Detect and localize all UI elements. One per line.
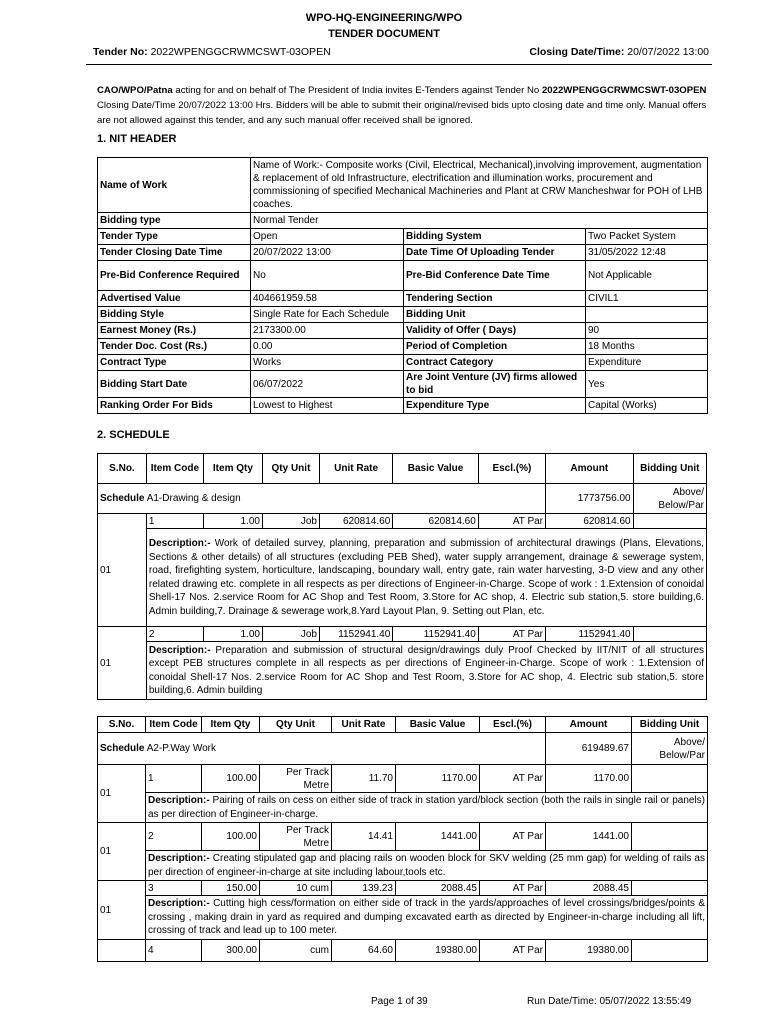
nit-label: Name of Work xyxy=(98,158,251,213)
item-sno: 01 xyxy=(98,514,147,627)
nit-row-name-of-work xyxy=(98,158,708,213)
tender-no: 2022WPENGGCRWMCSWT-03OPEN xyxy=(150,46,331,58)
item-sno: 01 xyxy=(98,627,147,700)
item-unit-rate: 139.23 xyxy=(332,881,396,896)
item-description xyxy=(146,851,708,881)
nit-value: Not Applicable xyxy=(586,261,708,291)
item-description-row xyxy=(98,642,707,700)
item-row xyxy=(98,514,707,529)
nit-value: 18 Months xyxy=(586,339,708,355)
nit-label: Bidding Style xyxy=(98,307,251,323)
nit-value: Open xyxy=(251,229,404,245)
item-code: 1 xyxy=(146,514,203,529)
schedule-name: A1-Drawing & design xyxy=(146,493,241,504)
item-code: 3 xyxy=(146,881,202,896)
column-header: Unit Rate xyxy=(319,454,392,484)
schedule-label: Schedule xyxy=(100,743,145,754)
nit-label: Tender Closing Date Time xyxy=(98,245,251,261)
nit-value xyxy=(586,307,708,323)
nit-row-bidding-type xyxy=(98,213,708,229)
nit-value: No xyxy=(251,261,404,291)
item-amount: 620814.60 xyxy=(546,514,634,529)
item-bidding-unit xyxy=(632,940,708,962)
schedule-name-cell xyxy=(98,484,546,514)
column-header: Basic Value xyxy=(396,717,480,733)
description-label: Description:- xyxy=(148,853,210,864)
item-bidding-unit xyxy=(633,627,706,642)
item-code: 2 xyxy=(146,823,202,851)
run-date-value: 05/07/2022 13:55:49 xyxy=(599,996,692,1007)
intro-text-2: Closing Date/Time 20/07/2022 13:00 Hrs. Bidders will be able to submit their original/revised bids upto closing date and time only. Manual offers are not allowed against this tender, and any such manual offer received shall be ignored. xyxy=(97,100,707,126)
schedule-a2-table xyxy=(97,716,708,962)
schedule-name: A2-P.Way Work xyxy=(146,743,216,754)
item-qty-unit: Job xyxy=(262,514,319,529)
nit-label: Advertised Value xyxy=(98,291,251,307)
column-header: Bidding Unit xyxy=(633,454,706,484)
item-amount: 1170.00 xyxy=(546,765,632,793)
item-qty: 1.00 xyxy=(203,627,262,642)
nit-label: Pre-Bid Conference Required xyxy=(98,261,251,291)
intro-text-1: acting for and on behalf of The President of India invites E-Tenders against Tender No xyxy=(172,85,542,96)
item-bidding-unit xyxy=(633,514,706,529)
column-header: Unit Rate xyxy=(332,717,396,733)
item-basic-value: 1441.00 xyxy=(396,823,480,851)
nit-value: Yes xyxy=(586,371,708,398)
item-code: 2 xyxy=(146,627,203,642)
nit-label: Period of Completion xyxy=(404,339,586,355)
column-header: Qty Unit xyxy=(260,717,332,733)
nit-label: Contract Type xyxy=(98,355,251,371)
schedule-amount: 619489.67 xyxy=(546,733,632,765)
nit-heading: 1. NIT HEADER xyxy=(97,133,177,145)
document-title: TENDER DOCUMENT xyxy=(328,28,440,40)
item-qty: 1.00 xyxy=(203,514,262,529)
column-header: Escl.(%) xyxy=(480,717,546,733)
item-escalation: AT Par xyxy=(480,881,546,896)
item-description xyxy=(146,529,706,627)
nit-row xyxy=(98,229,708,245)
description-text: Preparation and submission of structural design/drawings duly Proof Checked by IIT/NIT of all structures except PEB structures complete in all respects as per directions of Engineer-in-Charge. Scope of work : 1.Extension of conoidal Shell-17 Nos. 2.service Room for AC Shop and Test Room, 3.Store for AC shop, 4. Electric sub station,5. store building,6. Admin building xyxy=(148,644,704,696)
nit-label: Tender Doc. Cost (Rs.) xyxy=(98,339,251,355)
item-code: 1 xyxy=(146,765,202,793)
column-header: Escl.(%) xyxy=(478,454,545,484)
column-header: Item Qty xyxy=(203,454,262,484)
nit-row xyxy=(98,398,708,414)
nit-value: 404661959.58 xyxy=(251,291,404,307)
column-header: Amount xyxy=(546,454,634,484)
item-sno: 01 xyxy=(98,765,146,823)
nit-value: 90 xyxy=(586,323,708,339)
item-code: 4 xyxy=(146,940,202,962)
description-text: Creating stipulated gap and placing rails on wooden block for SKV welding (25 mm gap) for welding of rails as per direction of engineer-in-charge at site including labour,tools etc. xyxy=(148,853,705,878)
schedule-label: Schedule xyxy=(100,493,145,504)
item-row xyxy=(98,627,707,642)
header-rule xyxy=(86,64,712,65)
nit-value: 0.00 xyxy=(251,339,404,355)
column-header: S.No. xyxy=(98,454,147,484)
nit-value: 06/07/2022 xyxy=(251,371,404,398)
nit-label: Bidding System xyxy=(404,229,586,245)
item-amount: 1152941.40 xyxy=(546,627,634,642)
nit-row xyxy=(98,307,708,323)
item-escalation: AT Par xyxy=(480,765,546,793)
bidding-type-value: Normal Tender xyxy=(251,213,708,229)
nit-row xyxy=(98,323,708,339)
column-header: S.No. xyxy=(98,717,146,733)
item-escalation: AT Par xyxy=(478,627,545,642)
column-header: Qty Unit xyxy=(262,454,319,484)
item-basic-value: 620814.60 xyxy=(393,514,479,529)
item-row xyxy=(98,823,708,851)
nit-label: Ranking Order For Bids xyxy=(98,398,251,414)
column-header: Item Code xyxy=(146,717,202,733)
name-of-work-value: Name of Work:- Composite works (Civil, Electrical, Mechanical),involving improvement, augmentation & replacement of old Infrastructure, electrification and illumination works, procurement and commissioning of specified Mechanical Machineries and Plant at CRW Mancheshwar for POH of LHB coaches. xyxy=(251,158,708,213)
item-escalation: AT Par xyxy=(478,514,545,529)
item-qty: 100.00 xyxy=(202,823,260,851)
nit-label: Expenditure Type xyxy=(404,398,586,414)
description-text: Work of detailed survey, planning, preparation and submission of architectural drawings (Plans, Elevations, Sections & other details) of all structures (excluding PEB Shed), water supply arrangement, drainage & sewerage system, road, firefighting system, horticulture, landscaping, boundary wall, entry gate, rain water harvesting, 3-D view and any other related drawing etc. complete in all respects as per directions of Engineer-in-Charge. Scope of work : 1.Extension of conoidal Shell-17 Nos. 2.service Room for AC Shop and Test Room, 3.Store for AC shop, 4. Electric sub station,5. store building,6. Admin building,7. Drainage & sewerage work,8.Yard Layout Plan, 9. Setting out Plan, etc. xyxy=(148,538,704,617)
nit-label: Bidding Unit xyxy=(404,307,586,323)
item-description-row xyxy=(98,896,708,940)
item-qty-unit: 10 cum xyxy=(260,881,332,896)
nit-row xyxy=(98,355,708,371)
item-amount: 1441.00 xyxy=(546,823,632,851)
item-bidding-unit xyxy=(632,881,708,896)
item-basic-value: 2088.45 xyxy=(396,881,480,896)
item-qty: 150.00 xyxy=(202,881,260,896)
schedule-name-cell xyxy=(98,733,546,765)
item-unit-rate: 620814.60 xyxy=(319,514,392,529)
schedule-bidding-unit: Above/ Below/Par xyxy=(633,484,706,514)
item-qty: 300.00 xyxy=(202,940,260,962)
column-header: Amount xyxy=(546,717,632,733)
nit-value: Lowest to Highest xyxy=(251,398,404,414)
nit-label: Date Time Of Uploading Tender xyxy=(404,245,586,261)
item-qty-unit: Job xyxy=(262,627,319,642)
description-label: Description:- xyxy=(148,538,211,549)
item-amount: 2088.45 xyxy=(546,881,632,896)
intro-org: CAO/WPO/Patna xyxy=(97,85,173,96)
schedule-a1-table xyxy=(97,453,707,700)
nit-value: 2173300.00 xyxy=(251,323,404,339)
nit-row xyxy=(98,291,708,307)
nit-label: Validity of Offer ( Days) xyxy=(404,323,586,339)
schedule-amount: 1773756.00 xyxy=(546,484,634,514)
item-unit-rate: 1152941.40 xyxy=(319,627,392,642)
nit-value: Two Packet System xyxy=(586,229,708,245)
nit-row xyxy=(98,339,708,355)
schedule-header-row xyxy=(98,717,708,733)
schedule-heading: 2. SCHEDULE xyxy=(97,429,170,441)
nit-row xyxy=(98,371,708,398)
nit-value: Works xyxy=(251,355,404,371)
closing-date: 20/07/2022 13:00 xyxy=(627,46,709,58)
nit-label: Bidding type xyxy=(98,213,251,229)
nit-label: Bidding Start Date xyxy=(98,371,251,398)
item-amount: 19380.00 xyxy=(546,940,632,962)
nit-value: Capital (Works) xyxy=(586,398,708,414)
nit-value: 31/05/2022 12:48 xyxy=(586,245,708,261)
item-description xyxy=(146,793,708,823)
nit-table xyxy=(97,157,708,414)
item-unit-rate: 14.41 xyxy=(332,823,396,851)
item-row xyxy=(98,881,708,896)
item-basic-value: 19380.00 xyxy=(396,940,480,962)
nit-row xyxy=(98,261,708,291)
schedule-header-row xyxy=(98,454,707,484)
item-description xyxy=(146,642,706,700)
schedule-title-row xyxy=(98,733,708,765)
item-row xyxy=(98,940,708,962)
description-label: Description:- xyxy=(148,795,210,806)
nit-label: Contract Category xyxy=(404,355,586,371)
item-bidding-unit xyxy=(632,765,708,793)
intro-paragraph xyxy=(97,83,709,128)
column-header: Basic Value xyxy=(393,454,479,484)
nit-value: 20/07/2022 13:00 xyxy=(251,245,404,261)
item-qty-unit: Per Track Metre xyxy=(260,823,332,851)
column-header: Item Code xyxy=(146,454,203,484)
item-description-row xyxy=(98,529,707,627)
description-label: Description:- xyxy=(148,898,210,910)
description-text: Cutting high cess/formation on either side of track in the yards/approaches of level crossings/bridges/points & crossing , making drain in yard as required and dumping excavated earth as directed by Engineer-in-charge including all lift, crossing of track and lead up to 100 meter. xyxy=(148,898,705,937)
nit-label: Earnest Money (Rs.) xyxy=(98,323,251,339)
item-row xyxy=(98,765,708,793)
nit-label: Are Joint Venture (JV) firms allowed to bid xyxy=(404,371,586,398)
item-qty-unit: cum xyxy=(260,940,332,962)
page-cutoff xyxy=(97,984,709,994)
nit-value: Expenditure xyxy=(586,355,708,371)
description-text: Pairing of rails on cess on either side of track in station yard/block section (both the rails in single rail or panels) as per direction of Engineer-in-charge. xyxy=(148,795,705,820)
item-sno xyxy=(98,940,146,962)
nit-row xyxy=(98,245,708,261)
run-date xyxy=(527,996,691,1007)
run-date-label: Run Date/Time: xyxy=(527,996,597,1007)
item-basic-value: 1152941.40 xyxy=(393,627,479,642)
column-header: Item Qty xyxy=(202,717,260,733)
page-number: Page 1 of 39 xyxy=(371,996,428,1007)
item-qty-unit: Per Track Metre xyxy=(260,765,332,793)
intro-tender-no: 2022WPENGGCRWMCSWT-03OPEN xyxy=(541,85,707,96)
item-sno: 01 xyxy=(98,881,146,940)
item-qty: 100.00 xyxy=(202,765,260,793)
item-unit-rate: 11.70 xyxy=(332,765,396,793)
tender-no-label: Tender No: xyxy=(93,46,148,58)
nit-label: Tender Type xyxy=(98,229,251,245)
item-unit-rate: 64.60 xyxy=(332,940,396,962)
column-header: Bidding Unit xyxy=(632,717,708,733)
item-description-row xyxy=(98,851,708,881)
org-title: WPO-HQ-ENGINEERING/WPO xyxy=(305,12,463,24)
nit-value: Single Rate for Each Schedule xyxy=(251,307,404,323)
item-escalation: AT Par xyxy=(480,823,546,851)
closing-label: Closing Date/Time: xyxy=(529,46,625,58)
nit-value: CIVIL1 xyxy=(586,291,708,307)
item-bidding-unit xyxy=(632,823,708,851)
item-description xyxy=(146,896,708,940)
item-basic-value: 1170.00 xyxy=(396,765,480,793)
nit-label: Pre-Bid Conference Date Time xyxy=(404,261,586,291)
item-sno: 01 xyxy=(98,823,146,881)
description-label: Description:- xyxy=(148,644,211,656)
item-description-row xyxy=(98,793,708,823)
schedule-bidding-unit: Above/ Below/Par xyxy=(632,733,708,765)
nit-label: Tendering Section xyxy=(404,291,586,307)
schedule-title-row xyxy=(98,484,707,514)
item-escalation: AT Par xyxy=(480,940,546,962)
